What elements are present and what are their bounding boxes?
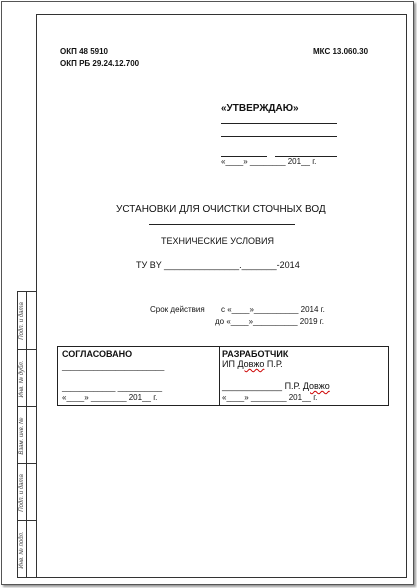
side-label-dup-inv: Инв. № дубл.	[19, 360, 25, 397]
developer-org-suffix: П.Р.	[264, 359, 283, 369]
approval-line-2	[221, 136, 337, 137]
agreed-date: «____» ________ 201__ г.	[62, 393, 158, 402]
side-cell-inner	[26, 464, 38, 521]
title-underline	[149, 224, 295, 225]
side-cell-sign-date-1	[18, 292, 37, 349]
developer-sign	[222, 381, 330, 391]
developer-title: РАЗРАБОТЧИК	[222, 349, 289, 359]
validity-from: с «____»__________ 2014 г.	[221, 305, 325, 314]
developer-org-prefix: ИП	[222, 359, 238, 369]
side-cell-inner	[26, 521, 38, 578]
developer-org-name: Довжо	[237, 359, 265, 369]
approval-title: «УТВЕРЖДАЮ»	[221, 103, 299, 114]
agreed-title: СОГЛАСОВАНО	[62, 349, 133, 359]
okp-code: ОКП 48 5910	[60, 47, 108, 56]
developer-sign-name: Довжо	[302, 381, 330, 391]
side-cell-inner	[26, 350, 38, 407]
side-label-replace-inv: Взам. инв. №	[19, 416, 25, 455]
developer-date: «____» ________ 201__ г.	[222, 393, 318, 402]
side-label-orig-inv: Инв. № подл.	[19, 530, 25, 569]
document-frame	[36, 14, 407, 578]
side-stamp-table	[17, 291, 37, 578]
side-cell-inner	[26, 292, 38, 349]
side-cell-replace-inv	[18, 406, 37, 464]
validity-to: до «____»__________ 2019 г.	[215, 317, 324, 326]
agreement-divider	[219, 347, 220, 405]
okp-rb-code: ОКП РБ 29.24.12.700	[60, 59, 140, 68]
document-subtitle: ТЕХНИЧЕСКИЕ УСЛОВИЯ	[161, 236, 274, 246]
side-cell-orig-inv	[18, 520, 37, 578]
developer-org	[222, 359, 283, 369]
mks-code: МКС 13.060.30	[313, 47, 369, 56]
side-label-sign-date-2: Подп. и дата	[19, 473, 25, 512]
side-cell-dup-inv	[18, 349, 37, 407]
agreed-line-1: _______________________	[62, 362, 165, 371]
side-label-sign-date-1: Подп. и дата	[19, 301, 25, 340]
side-cell-inner	[26, 407, 38, 464]
side-cell-sign-date-2	[18, 463, 37, 521]
tu-number: ТУ BY _______________._______-2014	[136, 260, 300, 270]
approval-date: «____» ________ 201__ г.	[221, 157, 317, 166]
document-title: УСТАНОВКИ ДЛЯ ОЧИСТКИ СТОЧНЫХ ВОД	[116, 204, 326, 215]
agreed-line-2: ____________ __________	[62, 383, 163, 392]
developer-sign-prefix: ____________ П.Р.	[222, 381, 303, 391]
validity-label: Срок действия	[150, 305, 205, 314]
approval-line-1	[221, 123, 337, 124]
